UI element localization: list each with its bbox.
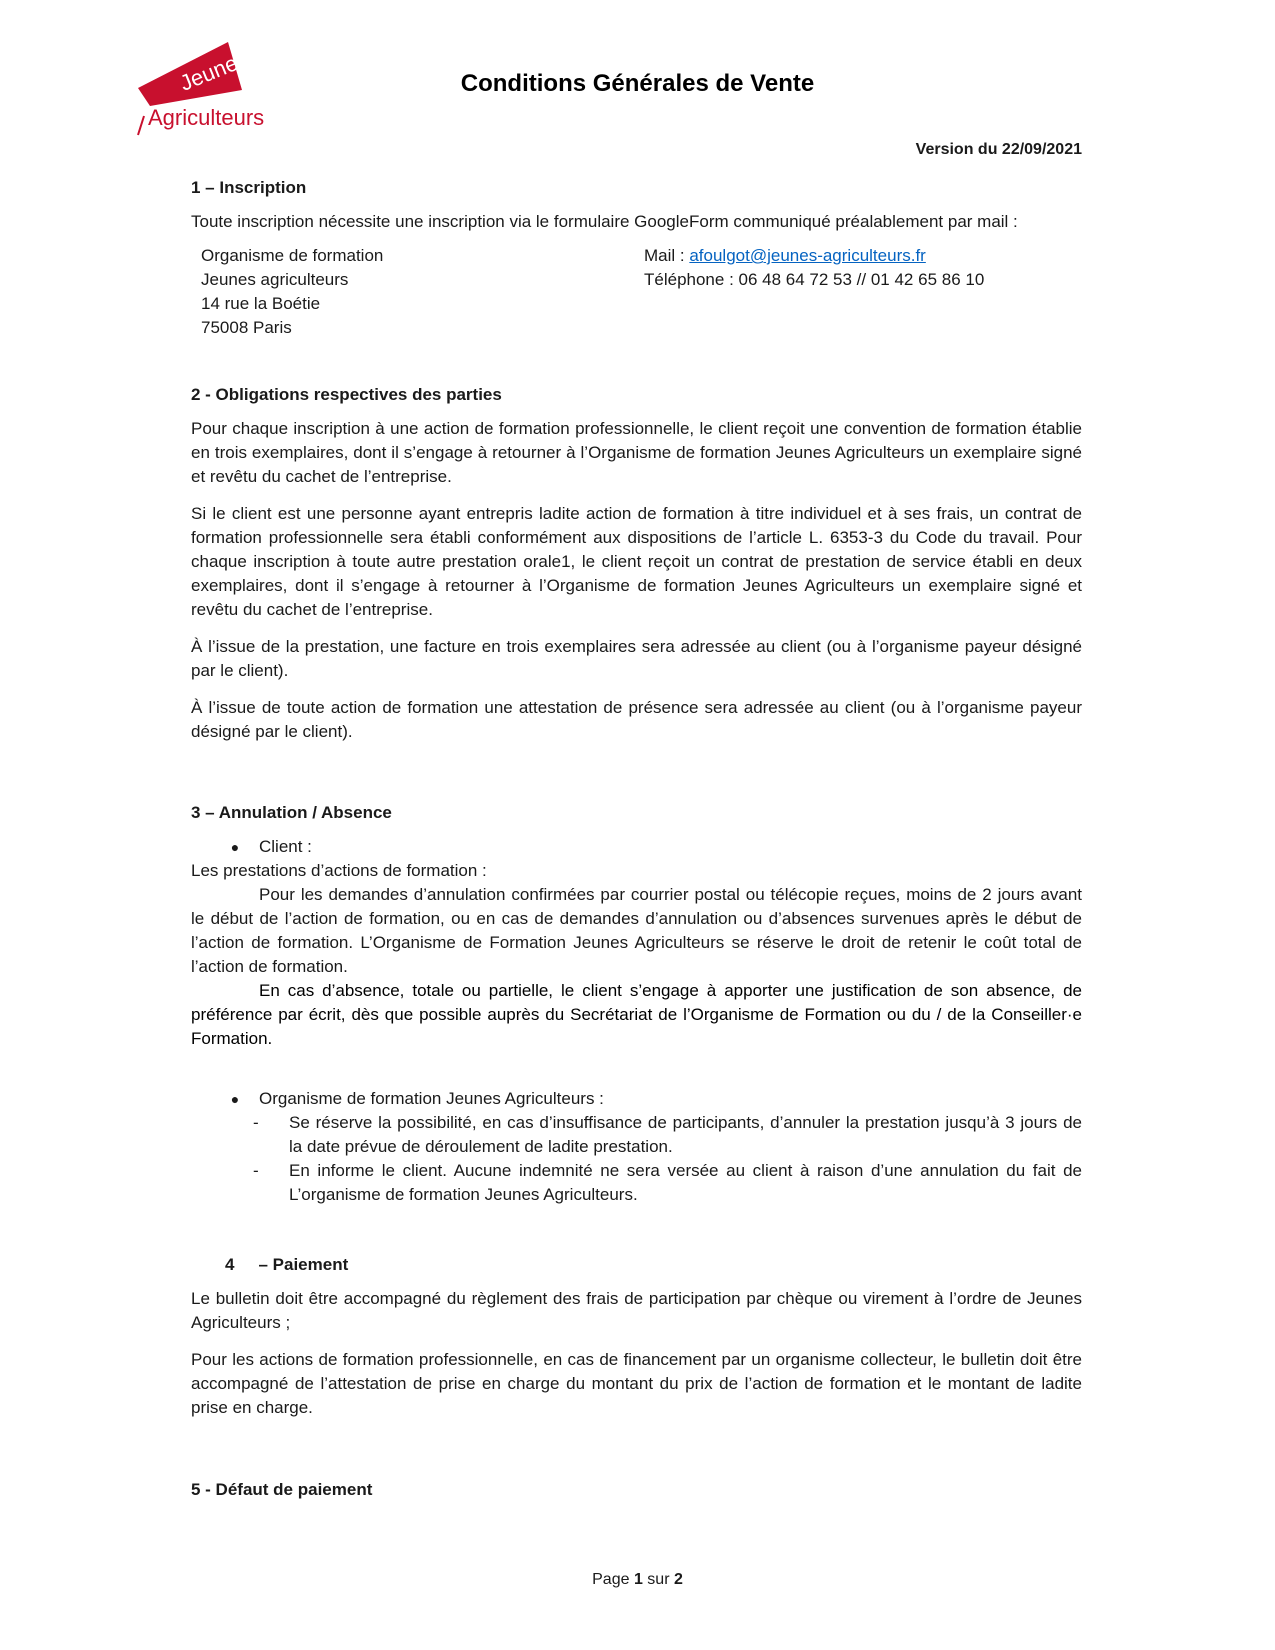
bullet-label: Client :	[259, 837, 312, 856]
bullet-item	[191, 835, 1082, 859]
address-line: Jeunes agriculteurs	[201, 270, 349, 289]
section-1-heading: 1 – Inscription	[191, 178, 307, 197]
address-line: Organisme de formation	[201, 246, 384, 265]
logo-text-jeunes: Jeunes	[176, 46, 252, 96]
dash-marker: -	[253, 1113, 259, 1132]
address-line: 14 rue la Boétie	[201, 294, 321, 313]
dash-text: Se réserve la possibilité, en cas d’insuffisance de participants, d’annuler la prestation jusqu’à 3 jours de la date prévue de déroulement de ladite prestation.	[289, 1113, 1082, 1156]
section-4-paragraph: Le bulletin doit être accompagné du règlement des frais de participation par chèque ou virement à l’ordre de Jeunes Agriculteurs ;	[191, 1289, 1082, 1332]
bullet-icon: ●	[230, 1091, 240, 1107]
section-2-paragraph: Si le client est une personne ayant entrepris ladite action de formation à titre individuel et à ses frais, un contrat de formation professionnelle sera établi conformément aux dispositions de l’article L. 6353-3 du Code du travail. Pour chaque inscription à toute autre prestation orale1, le client reçoit un contrat de prestation de service établi en deux exemplaires, dont il s’engage à retourner à l’Organisme de formation Jeunes Agriculteurs un exemplaire signé et revêtu du cachet de l’entreprise.	[191, 504, 1082, 619]
address-line: 75008 Paris	[201, 318, 292, 337]
mail-label: Mail :	[644, 246, 690, 265]
page-label: Page	[592, 1571, 634, 1588]
phone-line: Téléphone : 06 48 64 72 53 // 01 42 65 86 10	[644, 270, 985, 289]
dash-text: En informe le client. Aucune indemnité ne sera versée au client à raison d’une annulation du fait de L’organisme de formation Jeunes Agriculteurs.	[289, 1161, 1082, 1204]
mail-link[interactable]: afoulgot@jeunes-agriculteurs.fr	[689, 246, 926, 265]
section-1-intro: Toute inscription nécessite une inscription via le formulaire GoogleForm communiqué préalablement par mail :	[191, 212, 1018, 231]
section-3-paragraph: Pour les demandes d’annulation confirmées par courrier postal ou télécopie reçues, moins de 2 jours avant le début de l’action de formation, ou en cas de demandes d’annulation ou d’absences survenues après le début de l’action de formation. L’Organisme de Formation Jeunes Agriculteurs se réserve le droit de retenir le coût total de l’action de formation.	[191, 885, 1082, 976]
bullet-label: Organisme de formation Jeunes Agriculteurs :	[259, 1089, 604, 1108]
section-3-paragraph: En cas d’absence, totale ou partielle, le client s’engage à apporter une justification de son absence, de préférence par écrit, dès que possible auprès du Secrétariat de l’Organisme de Formation ou du / de la Conseiller·e Formation.	[191, 981, 1082, 1048]
dash-item	[191, 1111, 1082, 1159]
dash-marker: -	[253, 1161, 259, 1180]
page-total: 2	[673, 1571, 683, 1588]
section-4-title: – Paiement	[258, 1255, 349, 1274]
version-date: Version du 22/09/2021	[915, 141, 1082, 158]
of-label: sur	[642, 1571, 674, 1588]
contact-details	[644, 244, 1082, 340]
section-3-heading: 3 – Annulation / Absence	[191, 803, 392, 822]
page-current: 1	[633, 1571, 643, 1588]
contact-block	[191, 244, 1082, 340]
section-4-paragraph: Pour les actions de formation professionnelle, en cas de financement par un organisme collecteur, le bulletin doit être accompagné de l’attestation de prise en charge du montant du prix de l’action de formation et le montant de ladite prise en charge.	[191, 1350, 1082, 1417]
section-2-paragraph: À l’issue de toute action de formation une attestation de présence sera adressée au client (ou à l’organisme payeur désigné par le client).	[191, 698, 1082, 741]
logo-text-agriculteurs: Agriculteurs	[148, 105, 265, 130]
page-footer	[0, 1571, 1275, 1589]
dash-item	[191, 1159, 1082, 1207]
mail-line	[644, 244, 1082, 268]
section-2-heading: 2 - Obligations respectives des parties	[191, 385, 502, 404]
section-2-paragraph: À l’issue de la prestation, une facture en trois exemplaires sera adressée au client (ou à l’organisme payeur désigné par le client).	[191, 637, 1082, 680]
address-block	[201, 244, 644, 340]
bullet-item	[191, 1087, 1082, 1111]
document-body	[191, 176, 1082, 1502]
subsection-label: Les prestations d’actions de formation :	[191, 861, 487, 880]
bullet-icon: ●	[230, 839, 240, 855]
section-2-paragraph: Pour chaque inscription à une action de formation professionnelle, le client reçoit une convention de formation établie en trois exemplaires, dont il s’engage à retourner à l’Organisme de formation Jeunes Agriculteurs un exemplaire signé et revêtu du cachet de l’entreprise.	[191, 419, 1082, 486]
page-title: Conditions Générales de Vente	[460, 70, 815, 97]
section-4-heading	[191, 1253, 1082, 1277]
section-5-heading: 5 - Défaut de paiement	[191, 1480, 373, 1499]
section-4-number: 4	[225, 1255, 235, 1274]
